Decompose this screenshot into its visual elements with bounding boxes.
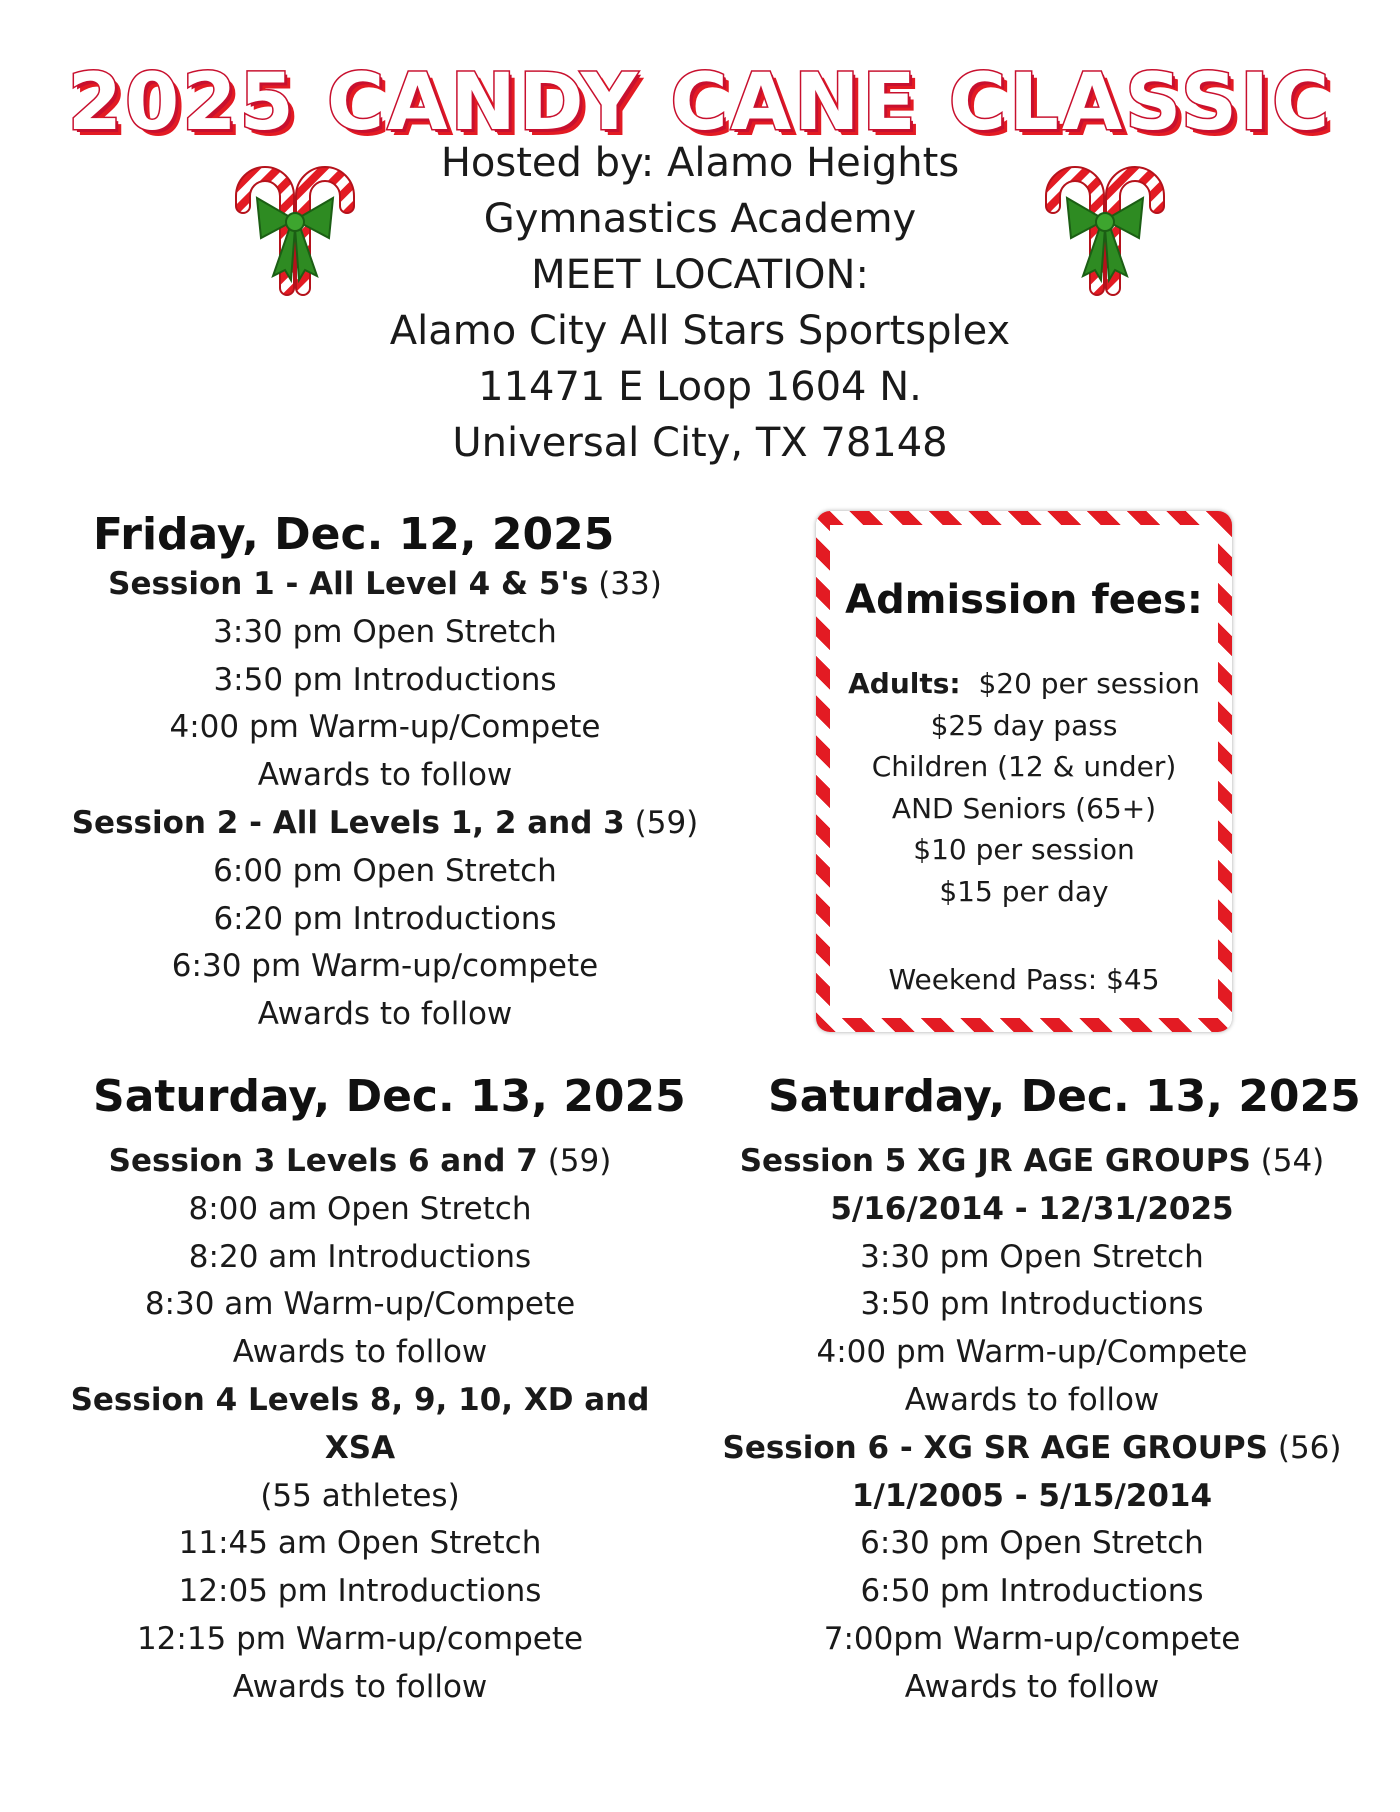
event-title: 2025 CANDY CANE CLASSIC bbox=[67, 58, 1333, 148]
fee-item: $25 day pass bbox=[930, 708, 1118, 742]
session-6-title: Session 6 - XG SR AGE GROUPS (56) bbox=[722, 1429, 1342, 1466]
fee-adults: Adults: $20 per session bbox=[848, 667, 1200, 700]
meet-location-label: MEET LOCATION: bbox=[531, 252, 869, 298]
schedule-item: 3:30 pm Open Stretch bbox=[213, 613, 557, 650]
venue-city: Universal City, TX 78148 bbox=[452, 420, 948, 466]
session-5-dates: 5/16/2014 - 12/31/2025 bbox=[830, 1190, 1234, 1227]
schedule-item: 12:15 pm Warm-up/compete bbox=[136, 1620, 584, 1657]
admission-fees-title: Admission fees: bbox=[845, 577, 1203, 623]
schedule-item: 6:50 pm Introductions bbox=[860, 1573, 1204, 1610]
venue-street: 11471 E Loop 1604 N. bbox=[478, 364, 922, 410]
schedule-item: 8:30 am Warm-up/Compete bbox=[144, 1286, 576, 1323]
schedule-item: 6:30 pm Open Stretch bbox=[860, 1525, 1204, 1562]
session-4-title: Session 4 Levels 8, 9, 10, XD and bbox=[70, 1381, 650, 1418]
schedule-item: Awards to follow bbox=[232, 1334, 488, 1371]
schedule-item: 8:20 am Introductions bbox=[188, 1238, 532, 1275]
schedule-item: Awards to follow bbox=[257, 996, 513, 1033]
schedule-item: Awards to follow bbox=[904, 1381, 1160, 1418]
admission-fees-list bbox=[830, 663, 1218, 912]
friday-schedule bbox=[60, 561, 710, 1039]
session-6-dates: 1/1/2005 - 5/15/2014 bbox=[851, 1477, 1213, 1514]
fee-item: Children (12 & under) bbox=[871, 750, 1177, 783]
schedule-item: 4:00 pm Warm-up/Compete bbox=[816, 1334, 1248, 1371]
hosted-by: Hosted by: Alamo Heights bbox=[440, 140, 960, 186]
schedule-item: 11:45 am Open Stretch bbox=[178, 1525, 542, 1562]
schedule-item: 4:00 pm Warm-up/Compete bbox=[169, 709, 601, 746]
host-name: Gymnastics Academy bbox=[483, 196, 917, 242]
schedule-item: 6:00 pm Open Stretch bbox=[213, 852, 557, 889]
venue-name: Alamo City All Stars Sportsplex bbox=[389, 308, 1011, 354]
fee-item: AND Seniors (65+) bbox=[891, 791, 1157, 825]
saturday-right-schedule bbox=[712, 1138, 1352, 1712]
schedule-item: 3:50 pm Introductions bbox=[860, 1286, 1204, 1323]
admission-fees-box bbox=[816, 511, 1232, 1032]
schedule-item: Awards to follow bbox=[904, 1668, 1160, 1705]
schedule-item: 7:00pm Warm-up/compete bbox=[823, 1620, 1241, 1657]
schedule-item: Awards to follow bbox=[257, 757, 513, 794]
session-4-title-cont: XSA bbox=[324, 1429, 396, 1466]
saturday-heading-right: Saturday, Dec. 13, 2025 bbox=[768, 1071, 1361, 1122]
session-2-title: Session 2 - All Levels 1, 2 and 3 (59) bbox=[71, 804, 699, 841]
fee-item: $15 per day bbox=[939, 874, 1109, 908]
schedule-item: 6:20 pm Introductions bbox=[213, 900, 557, 937]
session-3-title: Session 3 Levels 6 and 7 (59) bbox=[108, 1143, 612, 1179]
schedule-item: 8:00 am Open Stretch bbox=[188, 1190, 532, 1227]
saturday-heading-left: Saturday, Dec. 13, 2025 bbox=[93, 1071, 686, 1122]
schedule-item: 3:50 pm Introductions bbox=[213, 661, 557, 698]
session-1-title: Session 1 - All Level 4 & 5's (33) bbox=[108, 566, 662, 602]
friday-heading: Friday, Dec. 12, 2025 bbox=[93, 509, 615, 560]
session-5-title: Session 5 XG JR AGE GROUPS (54) bbox=[739, 1143, 1325, 1179]
schedule-item: 6:30 pm Warm-up/compete bbox=[171, 948, 599, 985]
session-4-count: (55 athletes) bbox=[260, 1477, 460, 1514]
schedule-item: Awards to follow bbox=[232, 1668, 488, 1705]
schedule-item: 12:05 pm Introductions bbox=[178, 1573, 542, 1610]
saturday-left-schedule bbox=[40, 1138, 680, 1712]
fee-item: $10 per session bbox=[913, 833, 1135, 866]
fee-weekend-pass: Weekend Pass: $45 bbox=[888, 963, 1160, 996]
schedule-item: 3:30 pm Open Stretch bbox=[860, 1238, 1204, 1275]
